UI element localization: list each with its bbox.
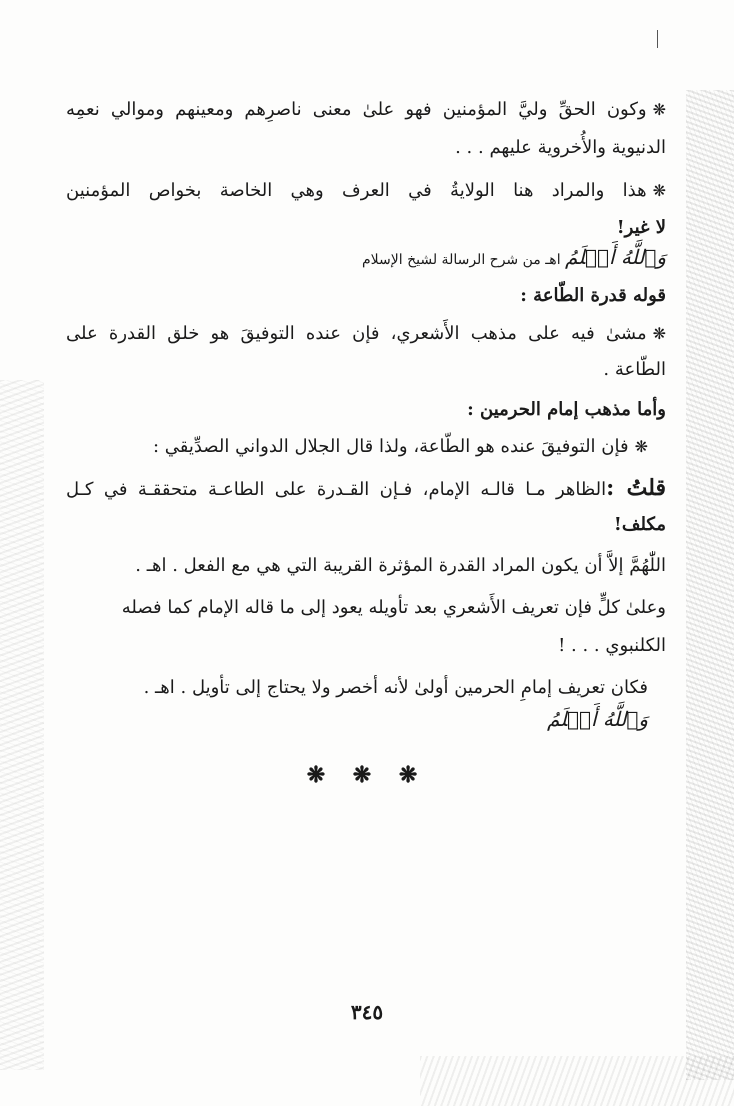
scan-border-bottom <box>420 1056 734 1106</box>
section-separator-stars: ❋ ❋ ❋ <box>306 762 428 788</box>
bullet-star-icon: ❋ <box>634 437 648 456</box>
margin-mark <box>657 30 658 48</box>
text-line-15: الكلنبوي . . . ! <box>558 635 666 656</box>
text-line-13: اللّٰهُمَّ إلاَّ أن يكون المراد القدرة المؤثرة القريبة التي هي مع الفعل . اهـ . <box>135 555 666 576</box>
bullet-star-icon: ❋ <box>652 100 666 119</box>
bullet-star-icon: ❋ <box>652 181 666 200</box>
text-line-7: ❋مشىٰ فيه على مذهب الأَشعري، فإن عنده التوفيقَ هو خلق القدرة على <box>66 323 666 344</box>
text-line-2: الدنيوية والأُخروية عليهم . . . <box>455 137 666 158</box>
text-line-8: الطّاعة . <box>603 359 666 380</box>
text-line-4: لا غير! <box>616 217 666 238</box>
text-line-16: فكان تعريف إمامِ الحرمين أولىٰ لأنه أخصر ولا يحتاج إلى تأويل . اهـ . <box>143 677 648 698</box>
text-line-11: قلتُ :الظاهر مـا قالـه الإمام، فـإن القـدرة على الطاعـة متحققـة في كـل <box>66 475 666 501</box>
text-line-1: ❋وكون الحقِّ وليَّ المؤمنين فهو علىٰ معنى ناصرِهم ومعينهم وموالي نعمِه <box>66 99 666 120</box>
qultu-label: قلتُ : <box>606 475 666 501</box>
section-heading-qudrat-altaa: قوله قدرة الطّاعة : <box>520 285 666 306</box>
bullet-star-icon: ❋ <box>652 324 666 343</box>
text-line-14: وعلىٰ كلٍّ فإن تعريف الأَشعري بعد تأويله يعود إلى ما قاله الإمام كما فصله <box>121 597 666 618</box>
text-line-3: ❋هذا والمراد هنا الولايةُ في العرف وهي الخاصة بخواص المؤمنين <box>66 180 666 201</box>
text-line-10: ❋فإن التوفيقَ عنده هو الطّاعة، ولذا قال الجلال الدواني الصدِّيقي : <box>152 436 648 457</box>
page-number: ٣٤٥ <box>350 1000 384 1024</box>
scan-border-right <box>686 90 734 1080</box>
text-line-5-reference: وَٱللَّهُ أَعۡلَمُ اهـ من شرح الرسالة لشيخ الإسلام <box>362 245 666 269</box>
scan-border-left <box>0 380 44 1070</box>
text-line-12: مكلف! <box>613 514 666 535</box>
section-heading-imam-alharamayn: وأما مذهب إمام الحرمين : <box>467 399 666 420</box>
closing-signoff: وَٱللَّهُ أَعۡلَمُ <box>547 707 648 731</box>
